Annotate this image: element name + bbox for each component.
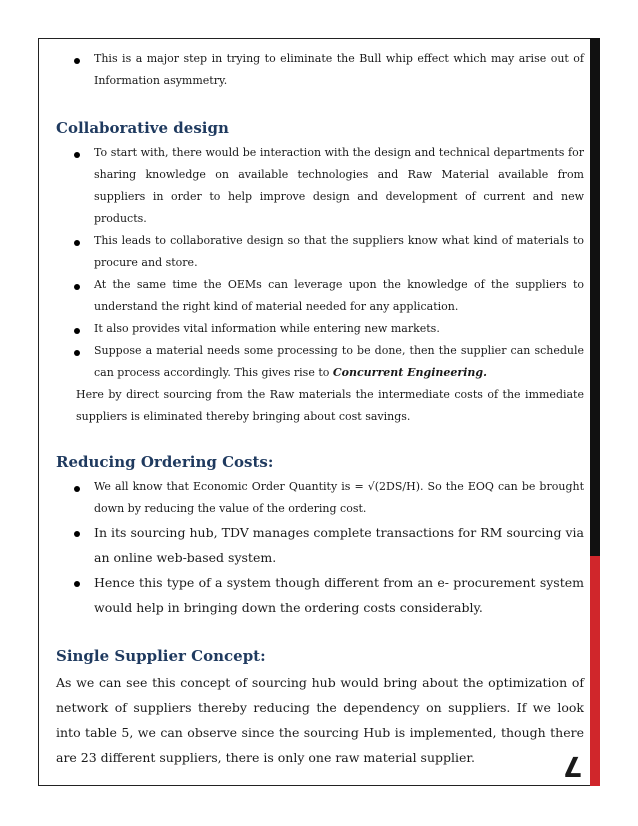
section-heading-collaborative-design: Collaborative design [56, 119, 229, 137]
list-item [56, 570, 584, 620]
side-bar-dark [590, 38, 600, 556]
bullet-icon [74, 152, 80, 158]
list-item-text: In its sourcing hub, TDV manages complete transactions for RM sourcing via an online web-based system. [94, 525, 584, 565]
list-item [56, 476, 584, 520]
list-item-text: This leads to collaborative design so that the suppliers know what kind of materials to procure and store. [94, 234, 584, 269]
collab-paragraph: Here by direct sourcing from the Raw materials the intermediate costs of the immediate suppliers is eliminated thereby bringing about cost savings. [76, 388, 584, 423]
bullet-icon [74, 531, 80, 537]
list-item [56, 48, 584, 92]
list-item [56, 230, 584, 274]
list-item-text: Hence this type of a system though different from an e- procurement system would help in bringing down the ordering costs considerably. [94, 575, 584, 615]
bullet-icon [74, 486, 80, 492]
side-bar-accent [590, 556, 600, 786]
collab-list [56, 142, 584, 384]
list-item [56, 520, 584, 570]
list-item-text: We all know that Economic Order Quantity is = √(2DS/H). So the EOQ can be brought down by reducing the value of the ordering cost. [94, 480, 584, 515]
bullet-icon [74, 58, 80, 64]
document-body [56, 48, 584, 770]
list-item-text: At the same time the OEMs can leverage upon the knowledge of the suppliers to understand the right kind of material needed for any application. [94, 278, 584, 313]
list-item [56, 318, 584, 340]
section-heading-single-supplier: Single Supplier Concept: [56, 647, 266, 665]
bullet-icon [74, 240, 80, 246]
bullet-icon [74, 350, 80, 356]
intro-list [56, 48, 584, 92]
ordering-list [56, 476, 584, 620]
concurrent-engineering-emphasis: Concurrent Engineering. [332, 366, 487, 379]
list-item-text: This is a major step in trying to eliminate the Bull whip effect which may arise out of Information asymmetry. [94, 52, 584, 87]
single-supplier-paragraph: As we can see this concept of sourcing hub would bring about the optimization of network of suppliers thereby reducing the dependency on suppliers. If we look into table 5, we can observe since the sourcing Hub is implemented, though there are 23 different suppliers, there is only one raw material supplier. [56, 675, 584, 765]
page-number: 7 [563, 750, 583, 783]
list-item-text: To start with, there would be interaction with the design and technical departments for sharing knowledge on available technologies and Raw Material available from suppliers in order to help improve design and development of current and new products. [94, 146, 584, 225]
bullet-icon [74, 328, 80, 334]
section-heading-reducing-ordering-costs: Reducing Ordering Costs: [56, 453, 274, 471]
list-item [56, 340, 584, 384]
list-item [56, 142, 584, 230]
bullet-icon [74, 581, 80, 587]
list-item-text: It also provides vital information while entering new markets. [94, 322, 440, 335]
bullet-icon [74, 284, 80, 290]
list-item-text: Suppose a material needs some processing to be done, then the supplier can schedule can process accordingly. This gives rise to [94, 344, 584, 379]
list-item [56, 274, 584, 318]
